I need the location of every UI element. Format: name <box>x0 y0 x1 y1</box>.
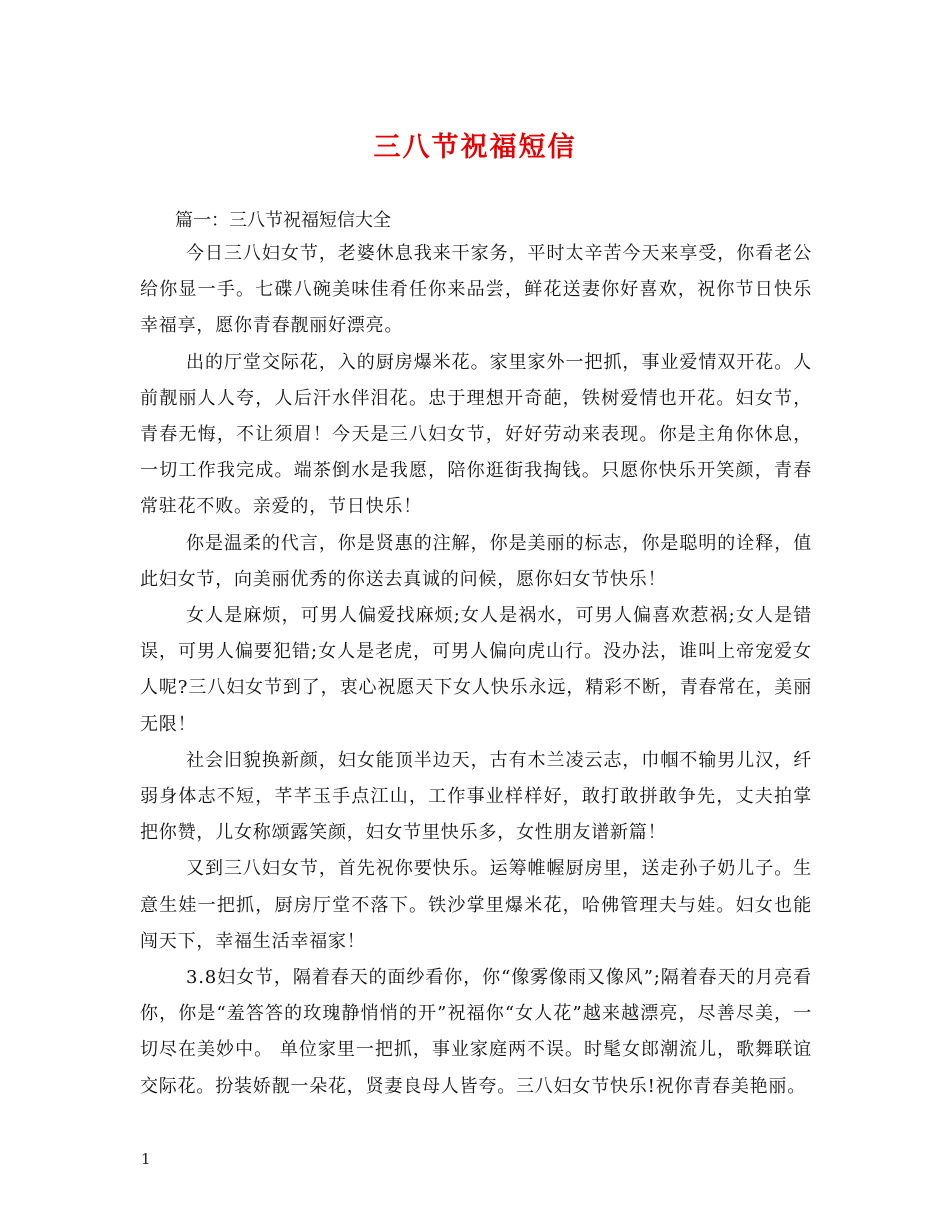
paragraph: 3.8妇女节，隔着春天的面纱看你，你“像雾像雨又像风”;隔着春天的月亮看你，你是“羞答答的玫瑰静悄悄的开”祝福你“女人花”越来越漂亮，尽善尽美，一切尽在美妙中。 单位家里一把抓，事业家庭两不误。时髦女郎潮流儿，歌舞联谊交际花。扮装娇靓一朵花，贤妻良母人皆夸。三八妇女节快乐!祝你青春美艳丽。 <box>140 967 812 1097</box>
paragraph: 你是温柔的代言，你是贤惠的注解，你是美丽的标志，你是聪明的诠释，值此妇女节，向美丽优秀的你送去真诚的问候，愿你妇女节快乐！ <box>140 532 812 590</box>
section-heading: 篇一：三八节祝福短信大全 <box>175 210 391 231</box>
paragraph: 又到三八妇女节，首先祝你要快乐。运筹帷幄厨房里，送走孙子奶儿子。生意生娃一把抓，厨房厅堂不落下。铁沙掌里爆米花，哈佛管理夫与娃。妇女也能闯天下，幸福生活幸福家！ <box>140 858 812 952</box>
paragraph: 女人是麻烦，可男人偏爱找麻烦;女人是祸水，可男人偏喜欢惹祸;女人是错误，可男人偏要犯错;女人是老虎，可男人偏向虎山行。没办法，谁叫上帝宠爱女人呢?三八妇女节到了，衷心祝愿天下女人快乐永远，精彩不断，青春常在，美丽无限！ <box>140 605 812 735</box>
paragraph: 今日三八妇女节，老婆休息我来干家务，平时太辛苦今天来享受，你看老公给你显一手。七碟八碗美味佳肴任你来品尝，鲜花送妻你好喜欢，祝你节日快乐幸福享，愿你青春靓丽好漂亮。 <box>140 243 812 337</box>
document-body <box>140 236 812 1105</box>
document-title: 三八节祝福短信 <box>373 132 577 163</box>
paragraph: 社会旧貌换新颜，妇女能顶半边天，古有木兰凌云志，巾帼不输男儿汉，纤弱身体志不短，芊芊玉手点江山，工作事业样样好，敢打敢拼敢争先，丈夫拍掌把你赞，儿女称颂露笑颜，妇女节里快乐多，女性朋友谱新篇！ <box>140 749 812 844</box>
page-number: 1 <box>141 1150 151 1168</box>
paragraph: 出的厅堂交际花，入的厨房爆米花。家里家外一把抓，事业爱情双开花。人前靓丽人人夸，人后汗水伴泪花。忠于理想开奇葩，铁树爱情也开花。妇女节，青春无悔，不让须眉！今天是三八妇女节，好好劳动来表现。你是主角你休息，一切工作我完成。端茶倒水是我愿，陪你逛街我掏钱。只愿你快乐开笑颜，青春常驻花不败。亲爱的，节日快乐！ <box>140 351 812 518</box>
